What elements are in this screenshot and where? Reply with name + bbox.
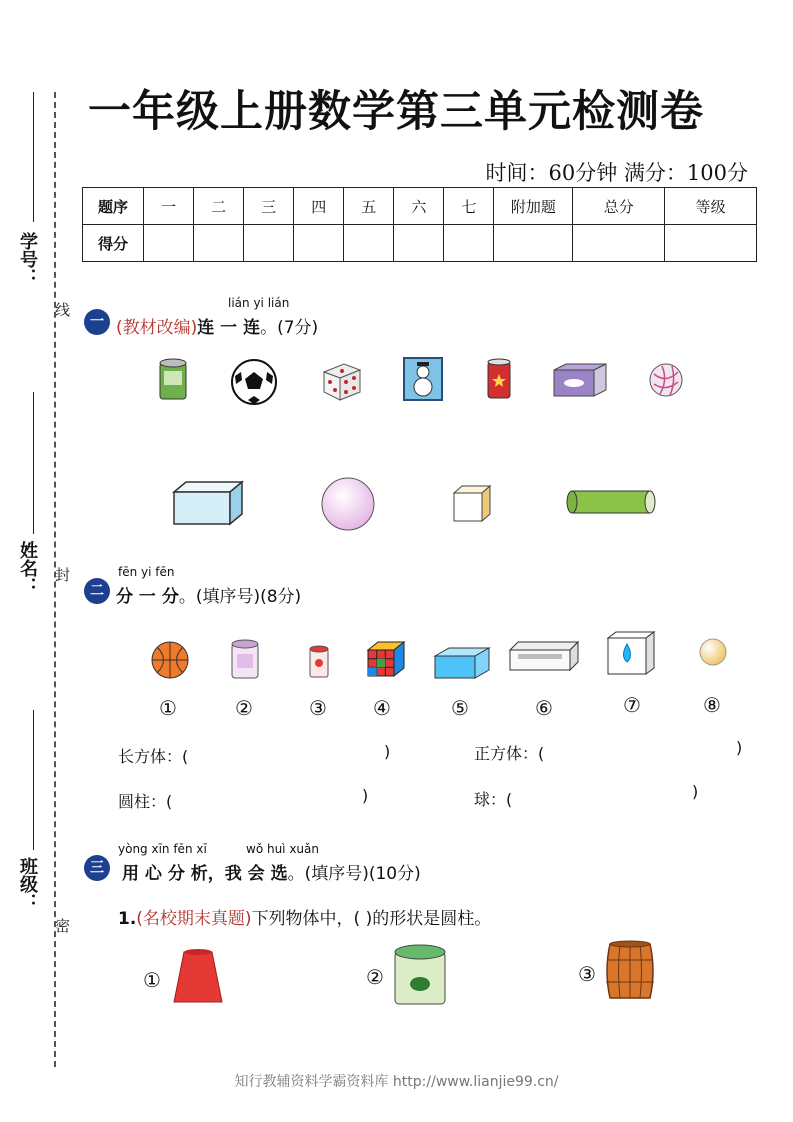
cube-shape-icon [452,484,492,522]
tea-can-icon [158,357,188,401]
table-cell: 四 [294,188,344,225]
page-title: 一年级上册数学第三单元检测卷 [88,87,704,137]
small-bottle-icon [308,643,330,679]
table-cell: 总分 [573,188,665,225]
blue-box-icon [433,646,491,680]
option-label-3: ③ [578,962,596,986]
tea-jar-icon [392,942,448,1006]
section1-number-badge: 一 [84,309,110,335]
cylinder-close: ) [362,786,369,805]
score-input-cell[interactable] [665,225,757,262]
basketball-icon [150,640,190,680]
tissue-box-icon [552,362,608,398]
section1-tag: (教材改编) [116,318,198,338]
cylinder-label: 圆柱：( [118,792,173,811]
section2-heading [116,582,301,607]
score-input-cell[interactable] [344,225,394,262]
option-label-1: ① [143,968,161,992]
score-input-cell[interactable] [444,225,494,262]
section2-score: 。(填序号)(8分) [178,587,302,607]
item-label-6: ⑥ [535,696,553,720]
score-input-cell[interactable] [394,225,444,262]
cuboid-answer-input[interactable] [210,744,380,766]
table-cell: 一 [144,188,194,225]
score-input-cell[interactable] [573,225,665,262]
score-input-cell[interactable] [494,225,573,262]
score-input-cell[interactable] [144,225,194,262]
class-blank [33,710,34,850]
section3-pinyin-1: yòng xīn fēn xī [118,842,207,856]
jar-icon [229,636,261,680]
score-input-cell[interactable] [244,225,294,262]
section2-number-badge: 二 [84,578,110,604]
toothpaste-box-icon [508,640,580,672]
section1-text: 连 一 连 [197,318,261,338]
cube-answer-input[interactable] [565,741,730,763]
sphere-label: 球：( [474,790,513,809]
class-label: 班级： [17,857,38,911]
sphere-shape-icon [320,476,376,532]
question-1-text: 下列物体中，( )的形状是圆柱。 [251,909,492,929]
item-label-8: ⑧ [703,693,721,717]
secret-mark: 密 [53,918,71,933]
table-cell: 题序 [83,188,144,225]
yarn-ball-icon [648,362,684,398]
cube-label: 正方体：( [474,744,545,763]
score-input-cell[interactable] [194,225,244,262]
section3-score: 。(填序号)(10分) [287,864,421,884]
cylinder-shape-icon [566,488,656,516]
name-label: 姓名： [17,541,38,595]
cuboid-close: ) [384,742,391,761]
section3-number-badge: 三 [84,855,110,881]
snowman-box-icon [402,356,444,402]
table-cell: 五 [344,188,394,225]
item-label-3: ③ [309,696,327,720]
item-label-4: ④ [373,696,391,720]
student-id-blank [33,92,34,222]
question-1 [118,904,491,929]
score-input-cell[interactable] [294,225,344,262]
cube-close: ) [736,738,743,757]
table-cell: 得分 [83,225,144,262]
rubiks-cube-icon [366,640,406,680]
table-cell: 三 [244,188,294,225]
table-cell: 等级 [665,188,757,225]
item-label-2: ② [235,696,253,720]
pearl-ball-icon [698,637,728,667]
cylinder-answer-input[interactable] [190,789,355,811]
table-cell: 六 [394,188,444,225]
sphere-close: ) [692,782,699,801]
question-1-number: 1. [118,909,137,929]
name-blank [33,392,34,534]
item-label-5: ⑤ [451,696,469,720]
section2-pinyin: fēn yi fēn [118,565,175,579]
sphere-answer-input[interactable] [520,787,690,809]
item-label-1: ① [159,696,177,720]
time-info: 时间：60分钟 满分：100分 [485,161,748,185]
red-can-icon [486,358,512,400]
item-label-7: ⑦ [623,693,641,717]
seal-mark: 封 [53,567,71,582]
section3-heading [122,859,421,884]
section1-heading [116,313,318,338]
section2-text: 分 一 分 [116,587,179,607]
section3-pinyin-2: wǒ huì xuǎn [246,842,319,856]
table-cell: 七 [444,188,494,225]
cup-frustum-icon [172,948,224,1006]
barrel-icon [604,940,656,1002]
score-table [82,187,757,262]
cuboid-label: 长方体：( [118,747,189,766]
score-table-score-row [83,225,757,262]
section1-score: 。(7分) [260,318,319,338]
score-table-header-row [83,188,757,225]
option-label-2: ② [366,965,384,989]
dice-icon [320,360,364,402]
footer-watermark: 知行教辅资料学霸资料库 http://www.lianjie99.cn/ [234,1074,559,1090]
table-cell: 二 [194,188,244,225]
soccer-ball-icon [230,358,278,406]
question-1-tag: (名校期末真题) [136,909,252,929]
cuboid-shape-icon [172,480,244,526]
water-drop-box-icon [606,630,656,676]
line-mark: 线 [53,302,71,317]
section3-text: 用 心 分 析，我 会 选 [122,864,288,884]
table-cell: 附加题 [494,188,573,225]
student-id-label: 学号： [17,232,38,286]
section1-pinyin: lián yi lián [228,296,290,310]
